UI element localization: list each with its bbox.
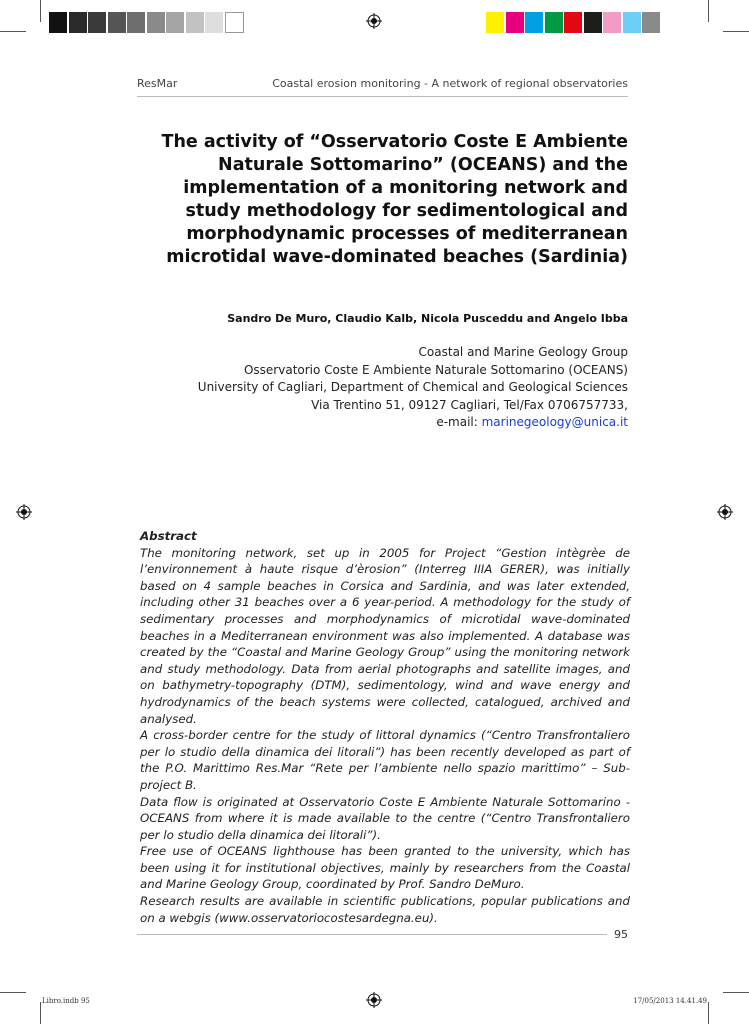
- abstract-paragraph: Data flow is originated at Osservatorio Coste E Ambiente Naturale Sottomarino - OCEANS from where it is made available to the centre (“Centro Transfrontaliero per lo studio della dinamica dei litorali”).: [140, 794, 630, 842]
- footer-divider: [137, 934, 607, 935]
- affiliation-email-line: [198, 414, 628, 432]
- slug-filename: Libro.indb 95: [42, 997, 90, 1005]
- color-swatch: [186, 12, 205, 33]
- email-link[interactable]: marinegeology@unica.it: [481, 415, 628, 429]
- running-header-title: Coastal erosion monitoring - A network of regional observatories: [272, 77, 628, 90]
- registration-mark-icon: [366, 992, 382, 1008]
- color-swatch: [525, 12, 544, 33]
- color-swatch: [584, 12, 603, 33]
- title-line: The activity of “Osservatorio Coste E Ambiente: [161, 132, 628, 152]
- author-list: Sandro De Muro, Claudio Kalb, Nicola Pusceddu and Angelo Ibba: [227, 312, 628, 325]
- affiliation-group: Coastal and Marine Geology Group: [418, 345, 628, 359]
- color-swatch: [69, 12, 88, 33]
- registration-mark-icon: [16, 504, 32, 520]
- color-swatch: [603, 12, 622, 33]
- color-swatch: [127, 12, 146, 33]
- color-swatch: [49, 12, 68, 33]
- abstract-paragraph: Free use of OCEANS lighthouse has been granted to the university, which has been using it for institutional objectives, mainly by researchers from the Coastal and Marine Geology Group, coordinated by Prof. Sandro DeMuro.: [140, 844, 630, 892]
- color-swatch: [205, 12, 224, 33]
- abstract-paragraph: Research results are available in scientific publications, popular publications and on a webgis (www.osservatoriocostesardegna.eu).: [140, 894, 630, 925]
- abstract-section: [140, 528, 630, 926]
- affiliation-address: Via Trentino 51, 09127 Cagliari, Tel/Fax 0706757733,: [311, 397, 628, 412]
- color-swatch: [147, 12, 166, 33]
- color-swatch: [623, 12, 642, 33]
- affiliation-university: University of Cagliari, Department of Chemical and Geological Sciences: [197, 380, 628, 394]
- article-title: [158, 131, 628, 269]
- color-swatch: [108, 12, 127, 33]
- affiliation-institute: Osservatorio Coste E Ambiente Naturale Sottomarino (OCEANS): [243, 362, 628, 377]
- abstract-paragraph: A cross-border centre for the study of littoral dynamics (“Centro Transfrontaliero per lo studio della dinamica dei litorali”) has been recently developed as part of the P.O. Marittimo Res.Mar “Rete per l’ambiente nello spazio marittimo” – Sub-project B.: [140, 728, 630, 792]
- color-swatch: [225, 12, 244, 33]
- running-header-journal: ResMar: [137, 77, 178, 90]
- color-swatch: [506, 12, 525, 33]
- affiliation-block: [198, 344, 628, 432]
- abstract-heading: Abstract: [140, 529, 197, 543]
- registration-mark-icon: [366, 13, 382, 29]
- abstract-paragraph: The monitoring network, set up in 2005 for Project “Gestion intègrèe de l’environnement à haute risque d’èrosion” (Interreg IIIA GERER), was initially based on 4 sample beaches in Corsica and Sardinia, and was later extended, including other 31 beaches over a 6 year-period. A methodology for the study of sedimentary processes and morphodynamics of microtidal wave-dominated beaches in a Mediterranean environment was also implemented. A database was created by the “Coastal and Marine Geology Group” using the monitoring network and study methodology. Data from aerial photographs and satellite images, and on bathymetry-topography (DTM), sedimentology, wind and wave energy and hydrodynamics of the beach systems were collected, catalogued, archived and analysed.: [140, 545, 630, 726]
- email-label: e-mail:: [436, 415, 482, 429]
- color-swatch: [166, 12, 185, 33]
- title-line: Naturale Sottomarino” (OCEANS) and the: [218, 155, 628, 175]
- title-line: implementation of a monitoring network and: [183, 178, 628, 198]
- color-swatch: [545, 12, 564, 33]
- slug-timestamp: 17/05/2013 14.41.49: [633, 997, 707, 1005]
- color-swatch: [486, 12, 505, 33]
- title-line: morphodynamic processes of mediterranean: [186, 224, 628, 244]
- title-line: study methodology for sedimentological and: [185, 201, 628, 221]
- header-divider: [137, 96, 628, 97]
- page-number: 95: [614, 928, 628, 941]
- color-swatch: [642, 12, 661, 33]
- color-swatch: [564, 12, 583, 33]
- registration-mark-icon: [717, 504, 733, 520]
- color-swatch: [88, 12, 107, 33]
- title-line: microtidal wave-dominated beaches (Sardinia): [166, 247, 628, 267]
